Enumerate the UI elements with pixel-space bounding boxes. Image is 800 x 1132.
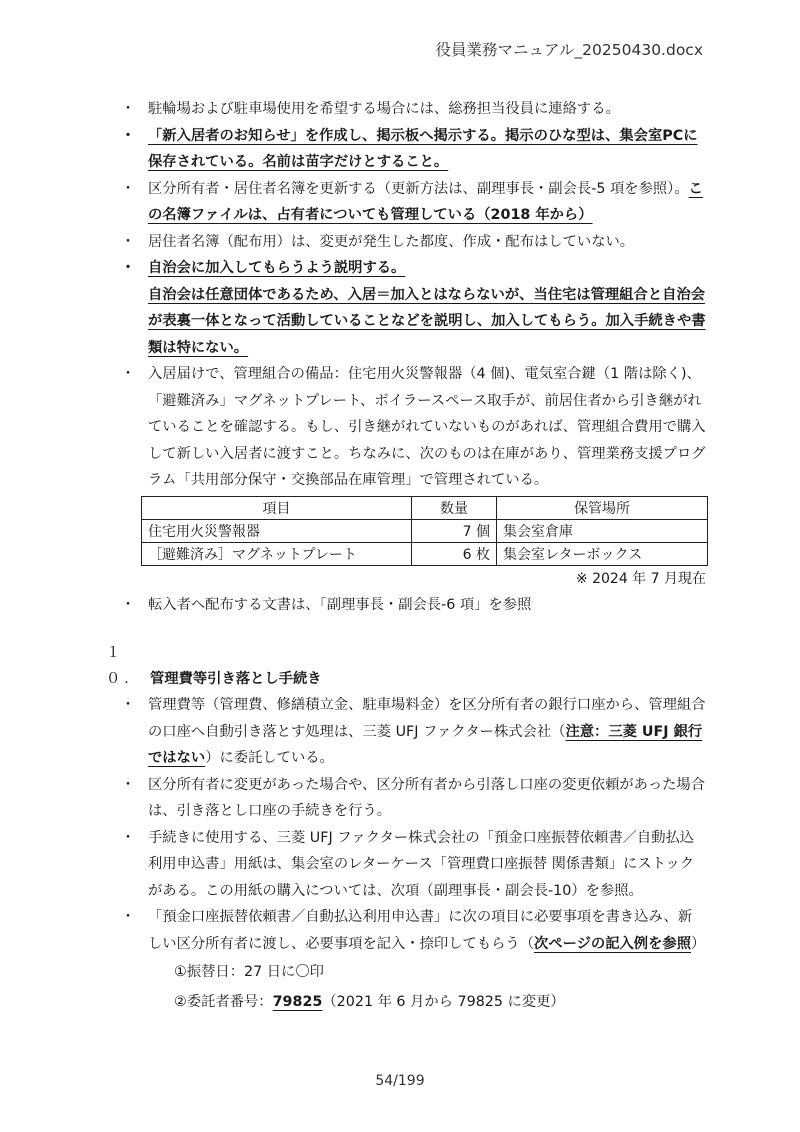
cell-qty: 6 枚	[412, 542, 497, 565]
sub-item-consignor-number	[118, 987, 706, 1017]
bullet: ・	[120, 909, 136, 925]
bullet: ・	[120, 233, 136, 250]
bullet: ・	[120, 596, 136, 613]
item-text: ）	[691, 935, 706, 952]
cell-qty: 7 個	[412, 519, 497, 542]
sub-item-transfer-day: ①振替日：27 日に〇印	[174, 964, 324, 980]
document-filename: 役員業務マニュアル_20250430.docx	[435, 41, 703, 59]
page-number: 54/199	[375, 1073, 425, 1089]
bullet: ・	[120, 180, 136, 197]
bullet: ・	[120, 776, 136, 793]
consignor-number: 79825	[272, 994, 323, 1010]
item-text: 区分所有者に変更があった場合や、区分所有者から引落し口座の変更依頼があった場合は、引き落とし口座の手続きを行う。	[148, 776, 706, 819]
bullet: ・	[120, 366, 136, 382]
list-item	[118, 123, 706, 176]
section-number: １０.	[106, 645, 133, 687]
item-text: 区分所有者・居住者名簿を更新する（更新方法は、副理事長・副会長-5 項を参照）。	[148, 180, 689, 197]
list-item	[118, 176, 706, 229]
section-heading	[106, 640, 706, 692]
item-title-emphasis: 自治会に加入してもらうよう説明する。	[148, 260, 406, 276]
cell-place: 集会室倉庫	[497, 519, 708, 542]
list-item	[118, 772, 706, 825]
item-text: 入居届けで、管理組合の備品：住宅用火災警報器（4 個)、電気室合鍵（1 階は除く)、「避難済み」マグネットプレート、ボイラースペース取手が、前居住者から引き継がれていることを確認する。もし、引き継がれていないものがあれば、管理組合費用で購入して新しい入居者に渡すこと。ちなみに、次のものは在庫があり、管理業務支援プログラム「共用部分保守・交換部品在庫管理」で管理されている。	[148, 366, 706, 488]
item-text: 手続きに使用する、三菱 UFJ ファクター株式会社の「預金口座振替依頼書／自動払込利用申込書」用紙は、集会室のレターケース「管理費口座振替 関係書類」にストックがある。この用紙の購入については、次項（副理事長・副会長-10）を参照。	[148, 829, 695, 899]
item-text: 転入者へ配布する文書は、「副理事長・副会長-6 項」を参照	[148, 596, 532, 613]
bullet: ・	[120, 260, 136, 276]
bullet: ・	[120, 101, 136, 117]
item-text-emphasis: 自治会は任意団体であるため、入居＝加入とはならないが、当住宅は管理組合と自治会が表裏一体となって活動していることなどを説明し、加入してもらう。加入手続きや書類は特にない。	[148, 286, 706, 356]
cell-item: ［避難済み］マグネットプレート	[142, 542, 412, 565]
table-header-row	[142, 496, 708, 519]
list-item	[118, 361, 706, 494]
column-header-place: 保管場所	[497, 496, 708, 519]
bullet: ・	[120, 697, 136, 713]
table-row	[142, 542, 708, 565]
item-text: 管理費等（管理費、修繕積立金、駐車場料金）を区分所有者の銀行口座から、管理組合の口座へ自動引き落とす処理は、三菱 UFJ ファクター株式会社（	[148, 697, 706, 740]
table-note: ※ 2024 年 7 月現在	[575, 570, 706, 587]
item-text-emphasis: 「新入居者のお知らせ」を作成し、掲示板へ掲示する。掲示のひな型は、集会室PCに保存されている。名前は苗字だけとすること。	[148, 127, 698, 170]
list-item	[118, 592, 706, 619]
item-text-emphasis: この名簿ファイルは、占有者についても管理している（2018 年から）	[148, 180, 703, 223]
bullet: ・	[120, 127, 136, 144]
item-text: 「預金口座振替依頼書／自動払込利用申込書」に次の項目に必要事項を書き込み、新しい区分所有者に渡し、必要事項を記入・捺印してもらう（	[148, 909, 693, 952]
cell-item: 住宅用火災警報器	[142, 519, 412, 542]
list-item	[118, 96, 706, 123]
column-header-item: 項目	[142, 496, 412, 519]
list-item	[118, 825, 706, 905]
item-text: ）に委託している。	[205, 750, 334, 766]
table-row	[142, 519, 708, 542]
sub-item-label: ②委託者番号：	[174, 994, 273, 1010]
list-item	[118, 229, 706, 256]
list-item	[118, 255, 706, 361]
bullet: ・	[120, 829, 136, 846]
cell-place: 集会室レターボックス	[497, 542, 708, 565]
item-text-emphasis: 注意：三菱 UFJ 銀行ではない	[148, 723, 703, 766]
item-text: 駐輪場および駐車場使用を希望する場合には、総務担当役員に連絡する。	[148, 101, 620, 117]
item-text-emphasis: 次ページの記入例を参照	[534, 935, 691, 952]
list-item	[118, 692, 706, 772]
stock-table	[141, 496, 708, 566]
list-item	[118, 904, 706, 957]
sub-item-note: （2021 年 6 月から 79825 に変更）	[322, 994, 565, 1010]
item-text: 居住者名簿（配布用）は、変更が発生した都度、作成・配布はしていない。	[148, 233, 635, 250]
column-header-qty: 数量	[412, 496, 497, 519]
section-title: 管理費等引き落とし手続き	[150, 671, 322, 687]
document-body	[106, 96, 706, 1017]
